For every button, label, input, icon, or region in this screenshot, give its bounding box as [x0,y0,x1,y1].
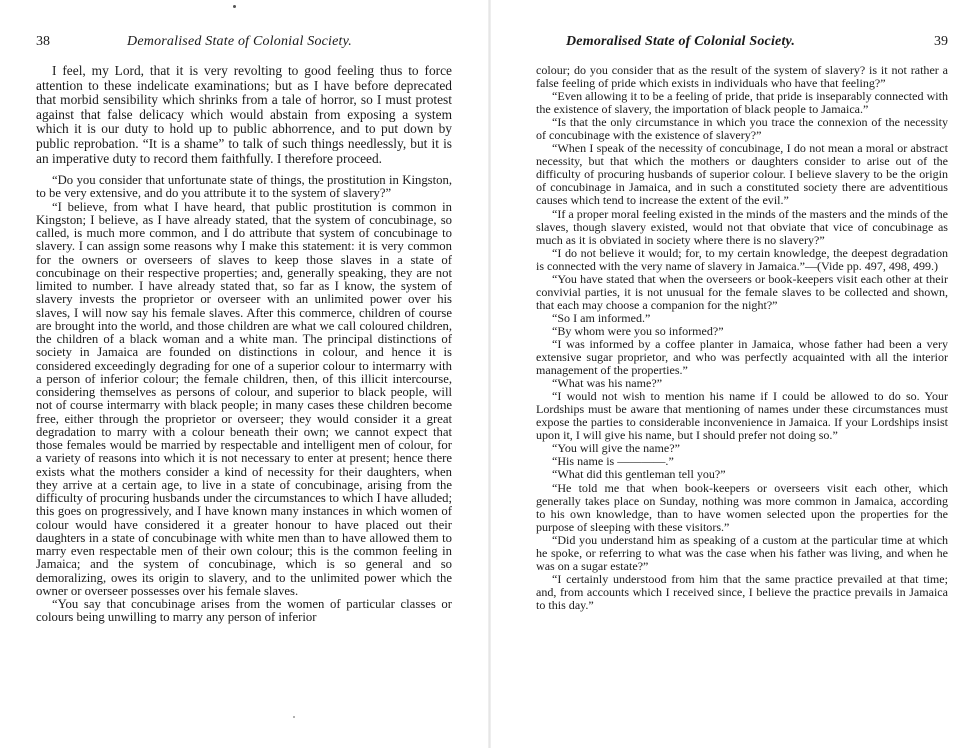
paragraph: “What was his name?” [552,376,663,391]
paragraph: “When I speak of the necessity of concubinage, I do not mean a moral or abstract necessity, but that which the mothers or daughters consider to arise out of the difficulty of procuring husbands of superior colour. I believe slavery to be the origin of concubinage in Jamaica, and in such a constituted society there are adventitious causes which tend to increase the extent of the evil.” [536,141,948,208]
paragraph: “I do not believe it would; for, to my certain knowledge, the deepest degradation is connected with the very name of slavery in Jamaica.”—(Vide pp. 497, 498, 499.) [536,245,948,273]
paragraph: “You have stated that when the overseers or book-keepers visit each other at their convivial parties, it is not unusual for the female slaves to be collected and shown, that each may choose a companion for the night?” [536,271,948,312]
paragraph: “By whom were you so informed?” [552,323,724,338]
scan-speck [233,5,236,8]
right-page-number: 39 [934,34,948,49]
left-running-title: Demoralised State of Colonial Society. [127,34,352,49]
paragraph: “You say that concubinage arises from the women of particular classes or colours being unwilling to marry any person of inferior [36,597,452,625]
paragraph: “Is that the only circumstance in which you trace the connexion of the necessity of concubinage with the existence of slavery?” [536,115,948,143]
right-running-title: Demoralised State of Colonial Society. [566,34,796,49]
paragraph: colour; do you consider that as the result of the system of slavery? is it not rather a false feeling of pride which exists in individuals who have that feeling?” [536,63,948,91]
right-page-body [536,64,948,612]
paragraph: “If a proper moral feeling existed in the minds of the masters and the minds of the slaves, though slavery existed, would not that obviate that vice of concubinage as much as it is obviated in society where there is no slavery?” [536,206,948,247]
left-page-number: 38 [36,34,50,49]
right-page [490,0,980,748]
paragraph: “I would not wish to mention his name if I could be allowed to do so. Your Lordships must be aware that mentioning of names under these circumstances must expose the parties to considerable inconvenience in Jamaica. If your Lordships insist upon it, I will give his name, but I should prefer not doing so.” [536,389,948,443]
left-running-head [36,34,452,54]
right-running-head [536,34,948,54]
paragraph: “So I am informed.” [552,310,651,325]
paragraph: “I certainly understood from him that the same practice prevailed at that time; and, from accounts which I received since, I believe the practice prevails in Jamaica to this day.” [536,571,948,612]
paragraph: “Do you consider that unfortunate state of things, the prostitution in Kingston, to be very extensive, and do you attribute it to the system of slavery?” [36,173,452,201]
paragraph: “He told me that when book-keepers or overseers visit each other, which generally takes place on Sunday, nothing was more common in Jamaica, according to his own knowledge, than to have women selected upon the properties for the purpose of sleeping with these visitors.” [536,480,948,534]
left-page-body [36,64,452,625]
paragraph: “What did this gentleman tell you?” [552,467,726,482]
paragraph: “Did you understand him as speaking of a custom at the particular time at which he spoke, or referring to what was the case when his father was living, and when he was on a sugar estate?” [536,532,948,573]
paragraph: “Even allowing it to be a feeling of pride, that pride is inseparably connected with the existence of slavery, the importation of black people to Jamaica.” [536,89,948,117]
paragraph: “I was informed by a coffee planter in Jamaica, whose father had been a very extensive sugar proprietor, and who was perfectly acquainted with all the interior management of the properties.” [536,336,948,378]
scan-speck [293,716,295,718]
paragraph: I feel, my Lord, that it is very revolting to good feeling thus to force attention to these indelicate examinations; but as I have before deprecated that morbid sensibility which shrinks from a tale of horror, so I must protest against that false delicacy which would abstain from exposing a system which it is our duty to hold up to public abhorrence, and to put down by public reprobation. “It is a shame” to talk of such things needlessly, but it is an imperative duty to record them faithfully. I therefore proceed. [36,63,452,166]
paragraph: “His name is ————.” [552,454,674,469]
paragraph: “You will give the name?” [552,441,680,456]
paragraph: “I believe, from what I have heard, that public prostitution is common in Kingston; I believe, as I have already stated, that the system of concubinage, so called, is much more common, and I do attribute that system of concubinage to slavery. I can assign some reasons why I make this statement: it is very common for the owners or overseers of slaves to keep those slaves in a state of concubinage on their respective properties; and, generally speaking, they are not limited to number. I have already stated that, so far as I know, the system of slavery invests the proprietor or overseer with an unlimited power over his slaves, I will now say his female slaves. After this commerce, children of course are brought into the world, and those children are what we call coloured children, the children of a black woman and a white man. The principal distinctions of society in Jamaica are founded on distinctions in colour, and hence it is considered exceedingly degrading for one of a superior colour to intermarry with a person of inferior colour; the female children, then, of this illicit intercourse, considering themselves as persons of colour, and superior to black people, will not of course intermarry with black people; in many cases these children become free, either through the proprietor or overseer; they would consider it a great degradation to marry with a colour beneath their own; we cannot expect that those females would be married by respectable and intelligent men of colour, for a variety of reasons into which it is not necessary to enter at present; hence there exists what the mothers consider a kind of necessity for their daughters, when they arrive at a certain age, to live in a state of concubinage, arising from the difficulty of procuring husbands under the circumstances to which I have alluded; this goes on progressively, and I have known many instances in which women of colour would have considered it a greater honour to have placed out their daughters in a state of concubinage with white men than to have allowed them to marry even respectable men of their own colour; this is the common feeling in Jamaica; and the system of concubinage, which is so general and so demoralizing, owes its origin to slavery, and to the unlimited power which the owner or overseer possesses over his female slaves. [36,199,452,598]
